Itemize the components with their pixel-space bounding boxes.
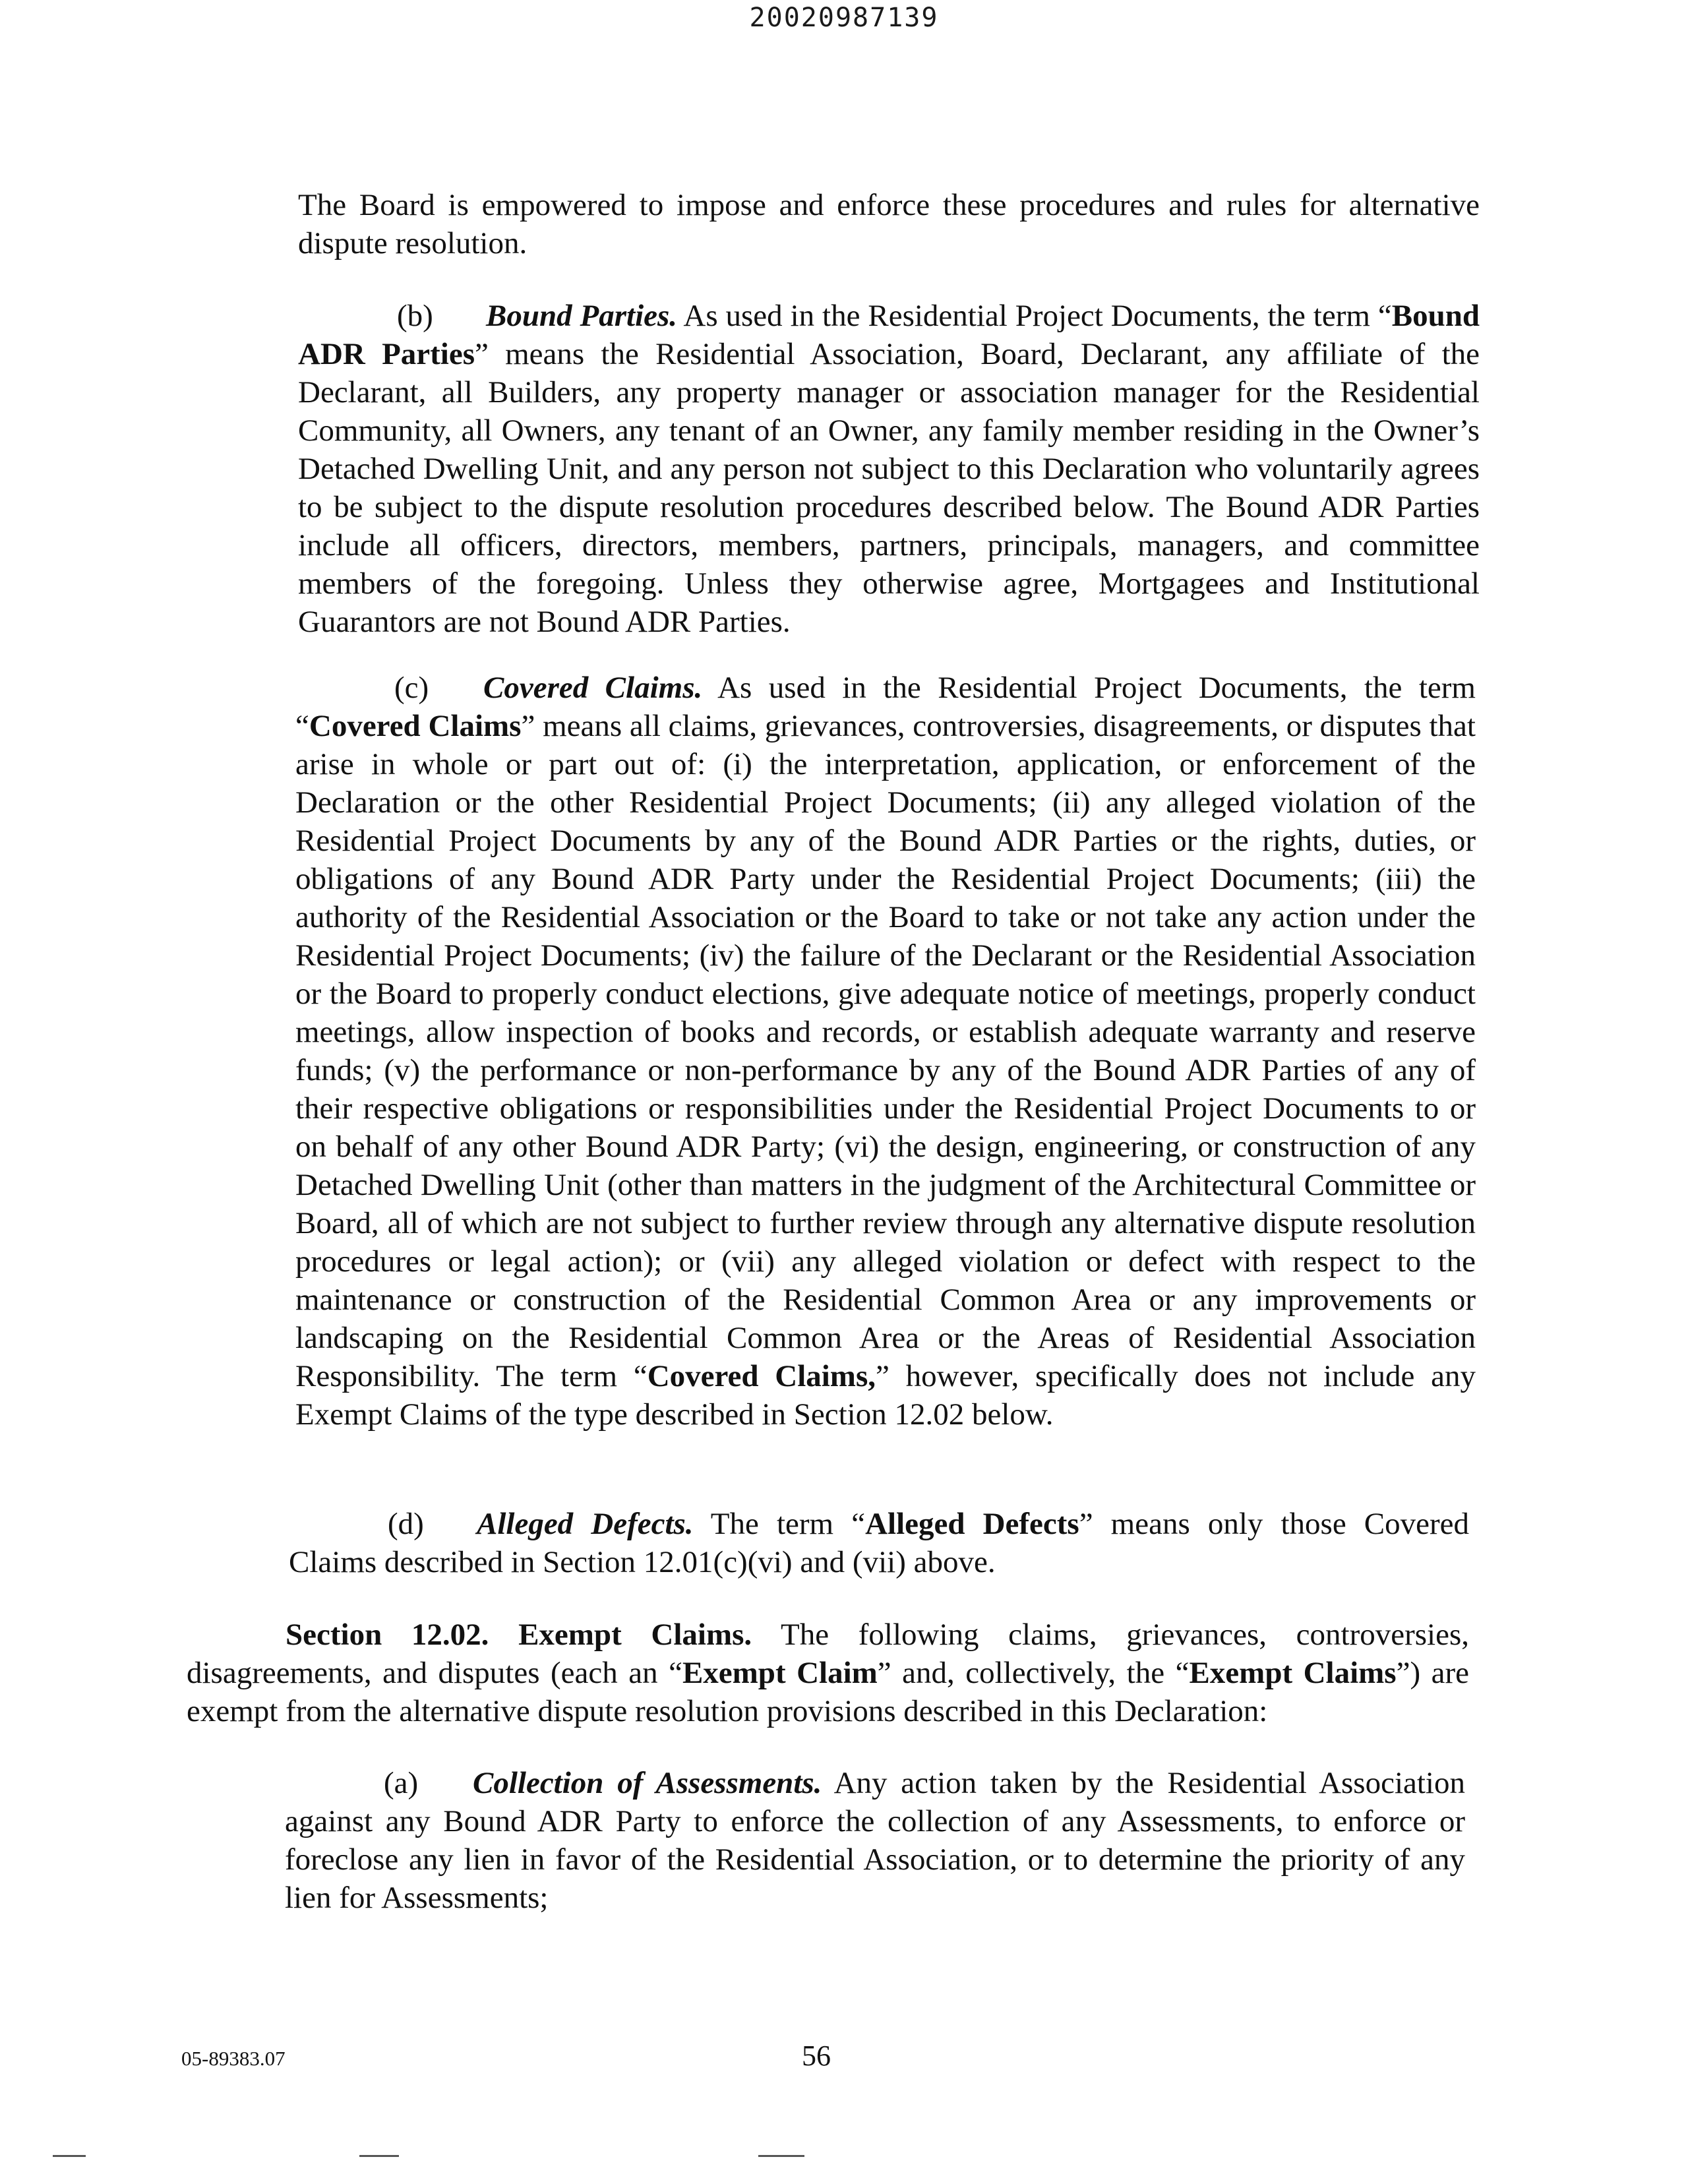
section-heading: Section 12.02. Exempt Claims.: [286, 1618, 752, 1652]
paragraph-b-text-1: As used in the Residential Project Documents, the term “: [677, 299, 1392, 333]
paragraph-b-label: (b): [397, 299, 433, 333]
paragraph-b-text-2: ” means the Residential Association, Board, Declarant, any affiliate of the Declarant, all Builders, any property manager or association manager for the Residential Community, all Owners, any tenant of an Owner, any family member residing in the Owner’s Detached Dwelling Unit, and any person not subject to this Declaration who voluntarily agrees to be subject to the dispute resolution procedures described below. The Bound ADR Parties include all officers, directors, members, partners, principals, managers, and committee members of the foregoing. Unless they otherwise agree, Mortgagees and Institutional Guarantors are not Bound ADR Parties.: [298, 337, 1480, 639]
paragraph-c-text-2: ” means all claims, grievances, controversies, disagreements, or disputes that arise in whole or part out of: (i) the interpretation, application, or enforcement of the Declaration or the other Residential Project Documents; (ii) any alleged violation of the Residential Project Documents by any of the Bound ADR Parties or the rights, duties, or obligations of any Bound ADR Party under the Residential Project Documents; (iii) the authority of the Residential Association or the Board to take or not take any action under the Residential Project Documents; (iv) the failure of the Declarant or the Residential Association or the Board to properly conduct elections, give adequate notice of meetings, properly conduct meetings, allow inspection of books and records, or establish adequate warranty and reserve funds; (v) the performance or non-performance by any of the Bound ADR Parties of any of their respective obligations or responsibilities under the Residential Project Documents to or on behalf of any other Bound ADR Party; (vi) the design, engineering, or construction of any Detached Dwelling Unit (other than matters in the judgment of the Architectural Committee or Board, all of which are not subject to further review through any alternative dispute resolution procedures or legal action); or (vii) any alleged violation or defect with respect to the maintenance or construction of the Residential Common Area or any improvements or landscaping on the Residential Common Area or the Areas of Residential Association Responsibility. The term “: [295, 709, 1476, 1393]
footer-page-number: 56: [802, 2040, 831, 2072]
paragraph-a-collection-of-assessments: [285, 1764, 1465, 1917]
term-exempt-claims: Exempt Claims: [1189, 1656, 1397, 1690]
intro-paragraph: [298, 186, 1480, 262]
term-covered-claims-2: Covered Claims,: [647, 1359, 876, 1393]
section-text-1: The following claims, grievances, controversies, disagreements, and disputes (each an “: [187, 1618, 1469, 1690]
section-12-02-exempt-claims: [187, 1616, 1469, 1730]
paragraph-a-text: Any action taken by the Residential Association against any Bound ADR Party to enforce the collection of any Assessments, to enforce or foreclose any lien in favor of the Residential Association, or to determine the priority of any lien for Assessments;: [285, 1766, 1465, 1915]
paragraph-d-label: (d): [388, 1507, 424, 1541]
section-text-3: ”) are exempt from the alternative dispute resolution provisions described in this Declaration:: [187, 1656, 1469, 1728]
term-bound-adr-parties: Bound ADR Parties: [298, 299, 1480, 371]
term-alleged-defects: Alleged Defects: [865, 1507, 1079, 1541]
footer-document-number: 05-89383.07: [181, 2047, 286, 2070]
paragraph-c-label: (c): [394, 671, 429, 705]
paragraph-a-label: (a): [384, 1766, 419, 1800]
paragraph-d-text-1: The term “: [693, 1507, 866, 1541]
scan-artifact-1: [53, 2155, 86, 2157]
paragraph-b-title: Bound Parties.: [486, 299, 678, 333]
document-stamp-number: 20020987139: [749, 3, 939, 33]
paragraph-d-text-2: ” means only those Covered Claims described in Section 12.01(c)(vi) and (vii) above.: [289, 1507, 1469, 1579]
paragraph-c-title: Covered Claims.: [483, 671, 703, 705]
paragraph-c-text-1: As used in the Residential Project Documents, the term “: [295, 671, 1476, 743]
term-exempt-claim: Exempt Claim: [682, 1656, 878, 1690]
paragraph-c-text-3: ” however, specifically does not include any Exempt Claims of the type described in Section 12.02 below.: [295, 1359, 1476, 1432]
paragraph-c-covered-claims: [295, 669, 1476, 1434]
paragraph-d-title: Alleged Defects.: [477, 1507, 694, 1541]
paragraph-d-alleged-defects: [289, 1505, 1469, 1581]
intro-text: The Board is empowered to impose and enforce these procedures and rules for alternative dispute resolution.: [298, 188, 1480, 260]
section-text-2: ” and, collectively, the “: [877, 1656, 1190, 1690]
scan-artifact-2: [359, 2155, 399, 2157]
term-covered-claims: Covered Claims: [309, 709, 522, 743]
paragraph-b-bound-parties: [298, 297, 1480, 641]
scan-artifact-3: [758, 2155, 804, 2157]
paragraph-a-title: Collection of Assessments.: [473, 1766, 822, 1800]
